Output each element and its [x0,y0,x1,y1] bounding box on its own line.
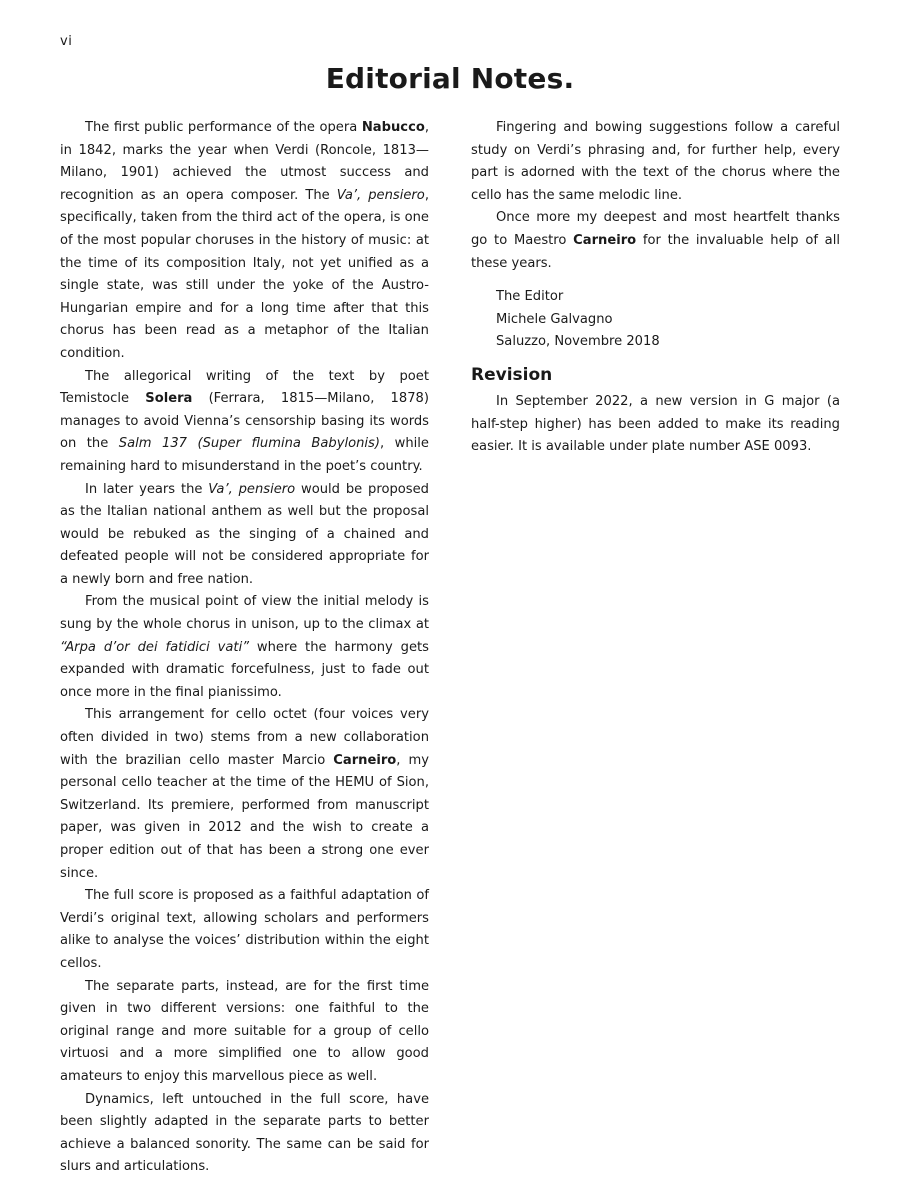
paragraph [60,885,429,975]
bold-text: Carneiro [333,752,397,768]
text-run: The separate parts, instead, are for the first time given in two different versions: one faithful to the original range and more suitable for a group of cello virtuosi and a more simplified one to allow good amateurs to enjoy this marvellous piece as well. [60,978,429,1084]
paragraph [60,591,429,704]
paragraph [60,976,429,1089]
paragraph [60,704,429,885]
revision-body [471,391,840,459]
text-run: , while remaining hard to misunderstand in the poet’s country. [60,436,429,474]
text-run: Fingering and bowing suggestions follow a careful study on Verdi’s phrasing and, for further help, every part is adorned with the text of the chorus where the cello has the same melodic line. [471,120,840,203]
italic-text: Va’, pensiero [336,187,425,203]
text-run: would be proposed as the Italian national anthem as well but the proposal would be rebuked as the singing of a chained and defeated people will not be considered appropriate for a newly born and free nation. [60,481,429,587]
page-title: Editorial Notes. [325,62,575,95]
editor-signature [496,286,840,354]
paragraph [60,479,429,592]
bold-text: Solera [145,391,193,407]
paragraph [471,391,840,459]
text-run: The full score is proposed as a faithful adaptation of Verdi’s original text, allowing scholars and performers alike to analyse the voices’ distribution within the eight cellos. [60,888,429,971]
paragraph [60,366,429,479]
signature-place-date: Saluzzo, Novembre 2018 [496,334,660,350]
text-run: The allegorical writing of the text by poet Temistocle [60,368,429,407]
text-run: From the musical point of view the initial melody is sung by the whole chorus in unison, up to the climax at [60,594,429,633]
paragraph [60,117,429,366]
paragraph [60,1089,429,1179]
right-column [471,117,840,459]
text-run: , specifically, taken from the third act of the opera, is one of the most popular choruses in the history of music: at the time of its composition Italy, not yet unified as a single state, was still under the yoke of the Austro-Hungarian empire and for a long time after that this chorus has been read as a metaphor of the Italian condition. [60,187,429,361]
text-run: This arrangement for cello octet (four voices very often divided in two) stems from a new collaboration with the brazilian cello master Marcio [60,707,429,768]
text-run: In September 2022, a new version in G major (a half-step higher) has been added to make its reading easier. It is available under plate number ASE 0093. [471,393,840,455]
text-run: Once more my deepest and most heartfelt thanks go to Maestro [471,210,840,248]
paragraph [471,207,840,275]
text-run: for the invaluable help of all these years. [471,232,840,271]
italic-text: “Arpa d’or dei fatidici vati” [60,639,249,655]
paragraph [471,117,840,207]
bold-text: Carneiro [573,232,637,248]
text-run: The first public performance of the opera [85,120,362,135]
revision-heading: Revision [471,364,553,385]
text-run: Dynamics, left untouched in the full score, have been slightly adapted in the separate parts to better achieve a balanced sonority. The same can be said for slurs and articulations. [60,1091,429,1175]
text-run: (Ferrara, 1815—Milano, 1878) manages to avoid Vienna’s censorship basing its words on the [60,391,429,452]
text-run: , in 1842, marks the year when Verdi (Roncole, 1813—Milano, 1901) achieved the utmost success and recognition as an opera composer. The [60,120,429,203]
page-number: vi [60,34,73,49]
left-column [60,117,429,1179]
bold-text: Nabucco [361,120,425,135]
text-run: In later years the [85,481,209,497]
italic-text: Va’, pensiero [208,481,296,497]
signature-name: Michele Galvagno [496,311,613,327]
signature-role: The Editor [496,289,564,305]
text-run: , my personal cello teacher at the time of the HEMU of Sion, Switzerland. Its premiere, performed from manuscript paper, was given in 2012 and the wish to create a proper edition out of that has been a strong one ever since. [60,752,429,881]
italic-text: Salm 137 (Super flumina Babylonis) [118,436,380,452]
right-column-body [471,117,840,275]
text-run: where the harmony gets expanded with dramatic forcefulness, just to fade out once more in the final pianissimo. [60,639,430,700]
